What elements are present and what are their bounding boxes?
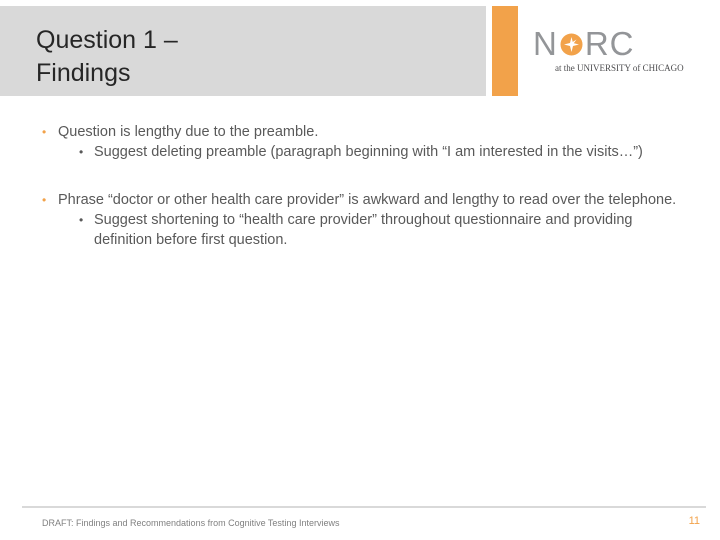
bullet-1-text: Question is lengthy due to the preamble. bbox=[58, 124, 319, 140]
sub-bullet-dot-icon: • bbox=[79, 145, 84, 159]
bullet-1-sub-1-text: Suggest deleting preamble (paragraph beginning with “I am interested in the visits…”) bbox=[94, 144, 643, 160]
bullet-1 bbox=[40, 122, 680, 142]
bullet-2-sub-1-text: Suggest shortening to “health care provider” throughout questionnaire and providing definition before first question. bbox=[94, 212, 633, 248]
title-box bbox=[0, 6, 486, 96]
logo-wordmark bbox=[533, 24, 635, 64]
logo-letter-n: N bbox=[533, 25, 558, 62]
slide-title: Question 1 – Findings bbox=[36, 26, 178, 87]
footer-text: DRAFT: Findings and Recommendations from Cognitive Testing Interviews bbox=[42, 518, 340, 528]
accent-bar bbox=[492, 6, 518, 96]
page-number: 11 bbox=[688, 515, 700, 527]
logo-subtitle: at the UNIVERSITY of CHICAGO bbox=[555, 63, 684, 73]
bullet-1-sub-1 bbox=[40, 142, 680, 162]
norc-logo bbox=[530, 24, 705, 80]
bullet-2-text: Phrase “doctor or other health care provider” is awkward and lengthy to read over the telephone. bbox=[58, 192, 677, 208]
bullet-dot-icon: • bbox=[42, 193, 47, 207]
sub-bullet-dot-icon: • bbox=[79, 213, 84, 227]
footer-divider bbox=[22, 506, 706, 508]
bullet-dot-icon: • bbox=[42, 125, 47, 139]
slide-body bbox=[40, 122, 680, 250]
logo-star-icon bbox=[559, 26, 584, 51]
logo-letters-rc: RC bbox=[584, 25, 635, 62]
bullet-2-sub-1 bbox=[40, 210, 680, 250]
bullet-2 bbox=[40, 190, 680, 210]
